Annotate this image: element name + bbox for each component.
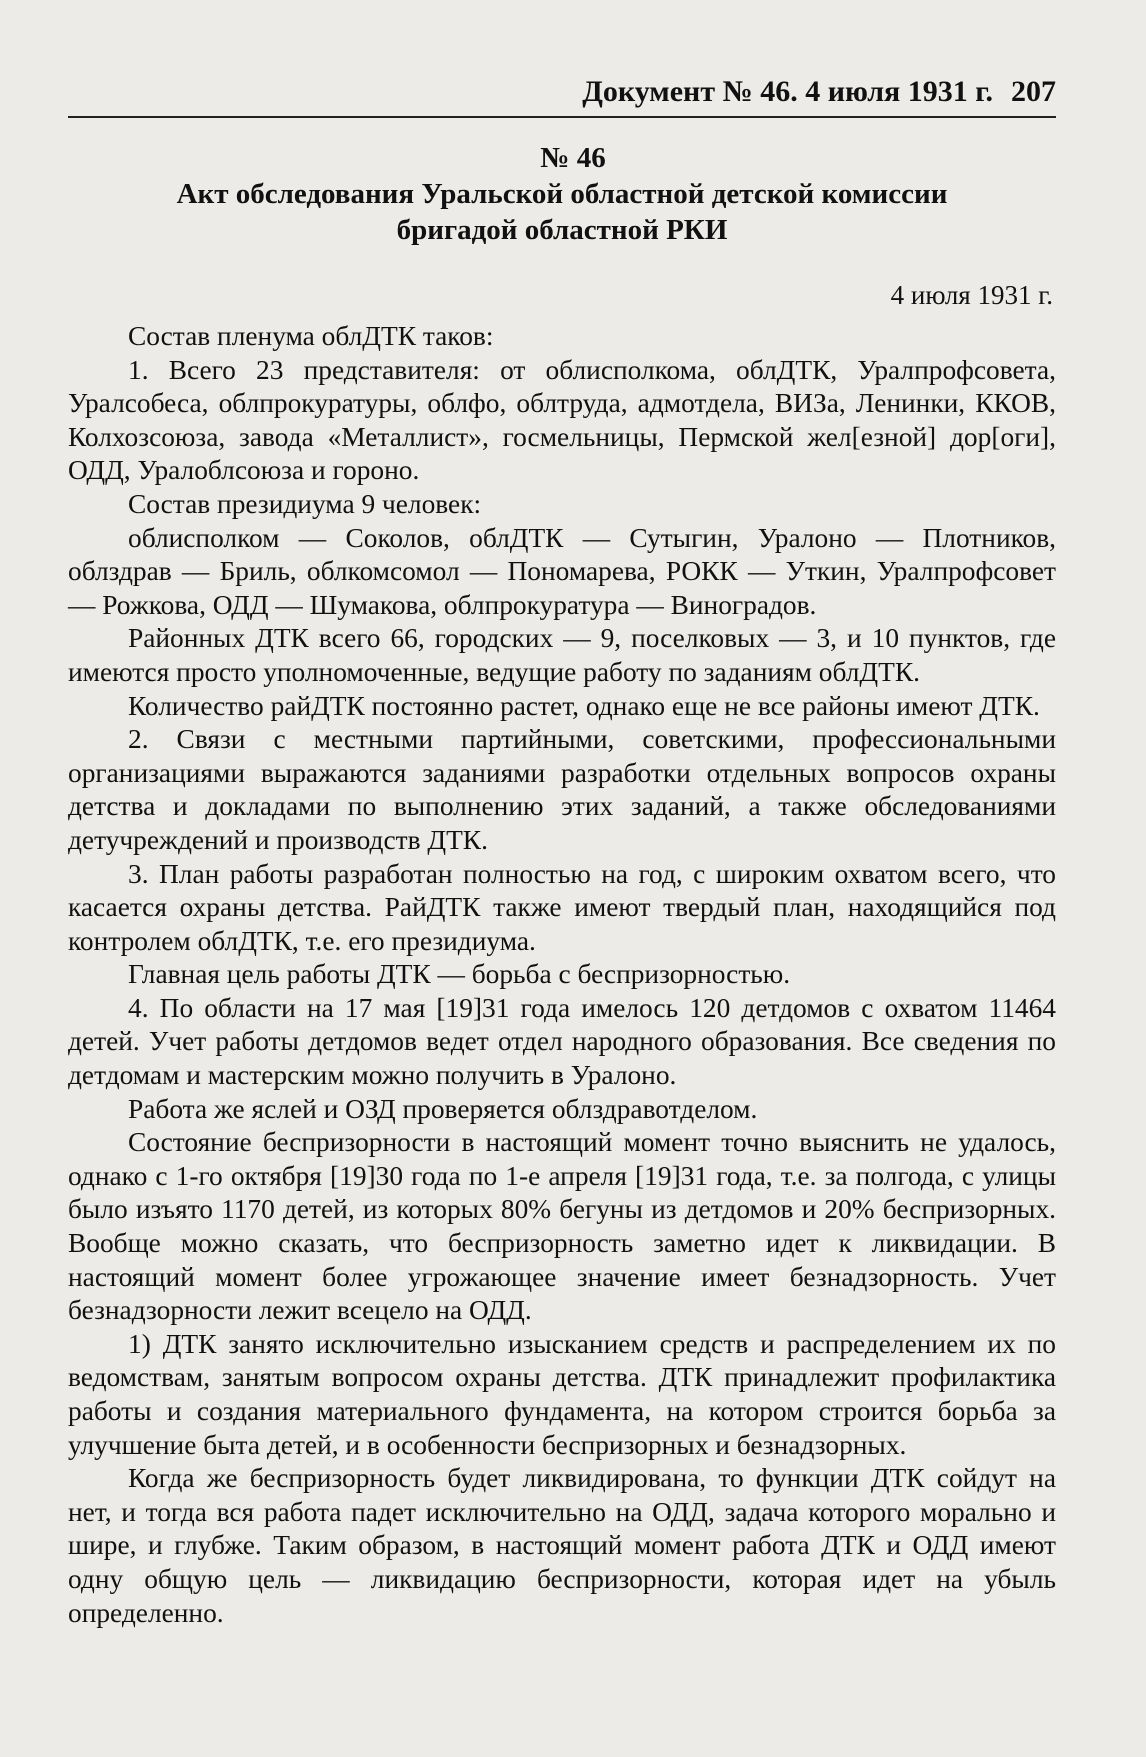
document-number: № 46 — [540, 142, 606, 174]
running-header-title: Документ № 46. 4 июля 1931 г. — [582, 75, 993, 108]
paragraph-raidtk-count: Количество райДТК постоянно растет, однако еще не все районы имеют ДТК. — [128, 690, 1040, 721]
document-body — [68, 320, 1056, 1630]
page-number: 207 — [1011, 75, 1056, 108]
paragraph-dtk-funding: 1) ДТК занято исключительно изысканием средств и распределением их по ведомствам, занятым вопросом охраны детства. ДТК принадлежит профилактика работы и создания материального фундамента, на котором строится борьба за улучшение быта детей, и в особенности беспризорных и безнадзорных. — [68, 1328, 1056, 1460]
document-date: 4 июля 1931 г. — [890, 280, 1053, 310]
paragraph-connections: 2. Связи с местными партийными, советскими, профессиональными организациями выражаются заданиями разработки отдельных вопросов охраны детства и докладами по выполнению этих заданий, а также обследованиями детучреждений и производств ДТК. — [68, 724, 1056, 855]
document-title-line-1: Акт обследования Уральской областной детской комиссии — [176, 178, 948, 210]
document-title — [68, 176, 1056, 248]
paragraph-presidium-heading: Состав президиума 9 человек: — [128, 488, 482, 519]
paragraph-dtk-future: Когда же беспризорность будет ликвидирована, то функции ДТК сойдут на нет, и тогда вся работа падет исключительно на ОДД, задача которого морально и шире, и глубже. Таким образом, в настоящий момент работа ДТК и ОДД имеют одну общую цель — ликвидацию беспризорности, которая идет на убыль определенно. — [68, 1463, 1056, 1628]
paragraph-plenum-members: 1. Всего 23 представителя: от облисполкома, облДТК, Уралпрофсовета, Уралсобеса, облпрокуратуры, облфо, облтруда, адмотдела, ВИЗа, Ленинки, ККОВ, Колхозсоюза, завода «Металлист», госмельницы, Пермской жел[езной] дор[оги], ОДД, Уралоблсоюза и гороно. — [68, 354, 1056, 486]
paragraph-main-goal: Главная цель работы ДТК — борьба с беспризорностью. — [128, 959, 791, 990]
paragraph-plenum-heading: Состав пленума облДТК таков: — [128, 321, 494, 351]
document-title-line-2: бригадой областной РКИ — [396, 214, 728, 246]
paragraph-district-dtk: Районных ДТК всего 66, городских — 9, поселковых — 3, и 10 пунктов, где имеются просто уполномоченные, ведущие работу по заданиям облДТК. — [68, 623, 1056, 687]
paragraph-nurseries: Работа же яслей и ОЗД проверяется облздравотделом. — [128, 1093, 758, 1124]
paragraph-presidium-members: облисполком — Соколов, облДТК — Сутыгин, Уралоно — Плотников, облздрав — Бриль, облкомсомол — Пономарева, РОКК — Уткин, Уралпрофсовет — Рожкова, ОДД — Шумакова, облпрокуратура — Виноградов. — [68, 522, 1056, 620]
paragraph-orphanages: 4. По области на 17 мая [19]31 года имелось 120 детдомов с охватом 11464 детей. Учет работы детдомов ведет отдел народного образования. Все сведения по детдомам и мастерским можно получить в Уралоно. — [68, 992, 1056, 1091]
running-header — [68, 70, 1056, 118]
paragraph-work-plan: 3. План работы разработан полностью на год, с широким охватом всего, что касается охраны детства. РайДТК также имеют твердый план, находящийся под контролем облДТК, т.е. его президиума. — [68, 858, 1056, 956]
paragraph-homelessness: Состояние беспризорности в настоящий момент точно выяснить не удалось, однако с 1-го октября [19]30 года по 1-е апреля [19]31 года, т.е. за полгода, с улицы было изъято 1170 детей, из которых 80% бегуны из детдомов и 20% беспризорных. Вообще можно сказать, что беспризорность заметно идет к ликвидации. В настоящий момент более угрожающее значение имеет безнадзорность. Учет безнадзорности лежит всецело на ОДД. — [68, 1127, 1056, 1326]
